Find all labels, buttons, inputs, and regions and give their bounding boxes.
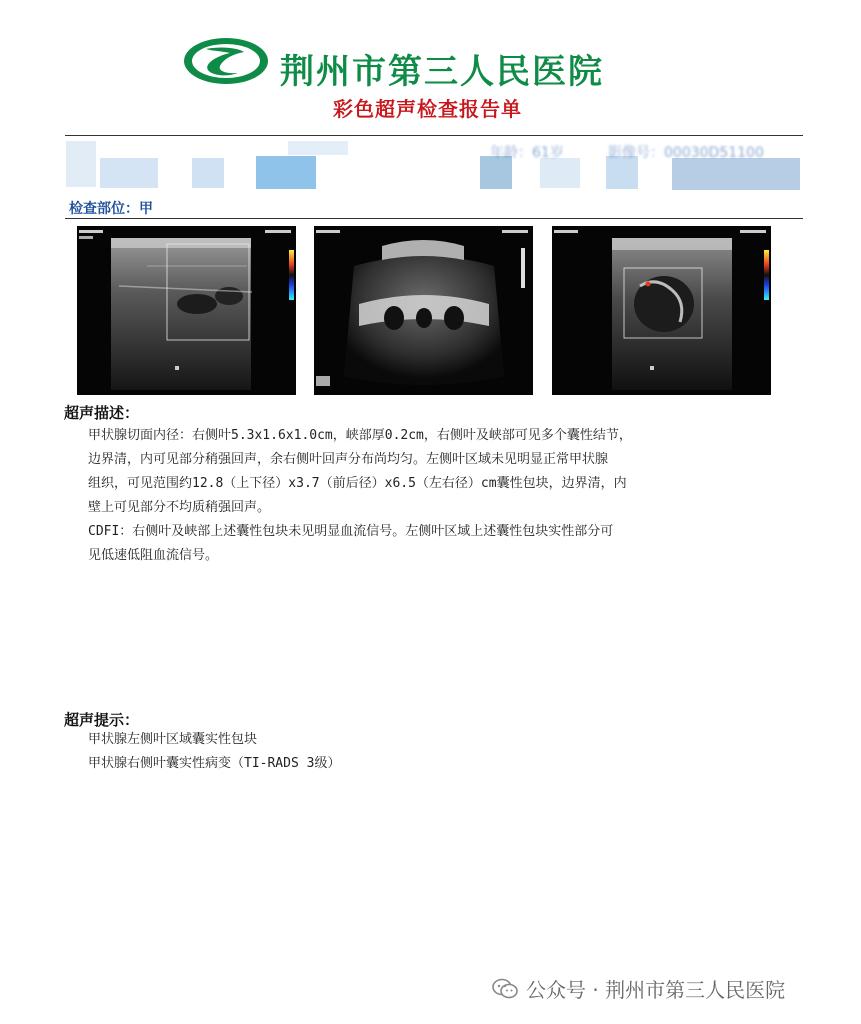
findings-line: 边界清，内可见部分稍强回声，余右侧叶回声分布尚均匀。左侧叶区域未见明显正常甲状腺 xyxy=(88,452,609,467)
report-title: 彩色超声检查报告单 xyxy=(333,97,522,121)
thyroid-ultrasound-1 xyxy=(77,226,296,395)
redacted-block xyxy=(288,141,348,155)
redacted-block xyxy=(66,141,96,187)
hospital-logo-icon xyxy=(182,36,270,86)
thyroid-ultrasound-3 xyxy=(552,226,771,395)
impression-heading: 超声提示： xyxy=(64,711,140,729)
findings-text xyxy=(88,424,632,568)
patient-image-number: 影像号：00030D51100 xyxy=(608,145,764,161)
redacted-block xyxy=(192,158,224,188)
findings-line: 甲状腺切面内径：右侧叶5.3x1.6x1.0cm，峡部厚0.2cm，右侧叶及峡部可见多个囊性结节， xyxy=(88,428,632,443)
redacted-block xyxy=(540,158,580,188)
redacted-block xyxy=(672,158,800,190)
hospital-name: 荆州市第三人民医院 xyxy=(280,52,604,92)
exam-site: 检查部位：甲 xyxy=(69,201,153,217)
redacted-block xyxy=(100,158,158,188)
findings-heading: 超声描述： xyxy=(64,404,140,422)
impression-line: 甲状腺左侧叶区域囊实性包块 xyxy=(88,732,258,747)
header-divider-top xyxy=(65,135,803,136)
footer-watermark: 公众号 · 荆州市第三人民医院 xyxy=(526,978,786,1002)
findings-line: CDFI：右侧叶及峡部上述囊性包块未见明显血流信号。左侧叶区域上述囊性包块实性部分可 xyxy=(88,524,614,539)
patient-age: 年龄：61岁 xyxy=(490,145,564,161)
findings-line: 壁上可见部分不均质稍强回声。 xyxy=(88,500,271,515)
redacted-block xyxy=(256,156,316,189)
findings-line: 见低速低阻血流信号。 xyxy=(88,548,219,563)
findings-line: 组织，可见范围约12.8（上下径）x3.7（前后径）x6.5（左右径）cm囊性包块，边界清，内 xyxy=(88,476,627,491)
impression-line: 甲状腺右侧叶囊实性病变（TI-RADS 3级） xyxy=(88,756,341,771)
header-divider-bottom xyxy=(65,218,803,219)
wechat-icon xyxy=(492,978,518,1000)
impression-text xyxy=(88,728,340,776)
thyroid-ultrasound-2 xyxy=(314,226,533,395)
